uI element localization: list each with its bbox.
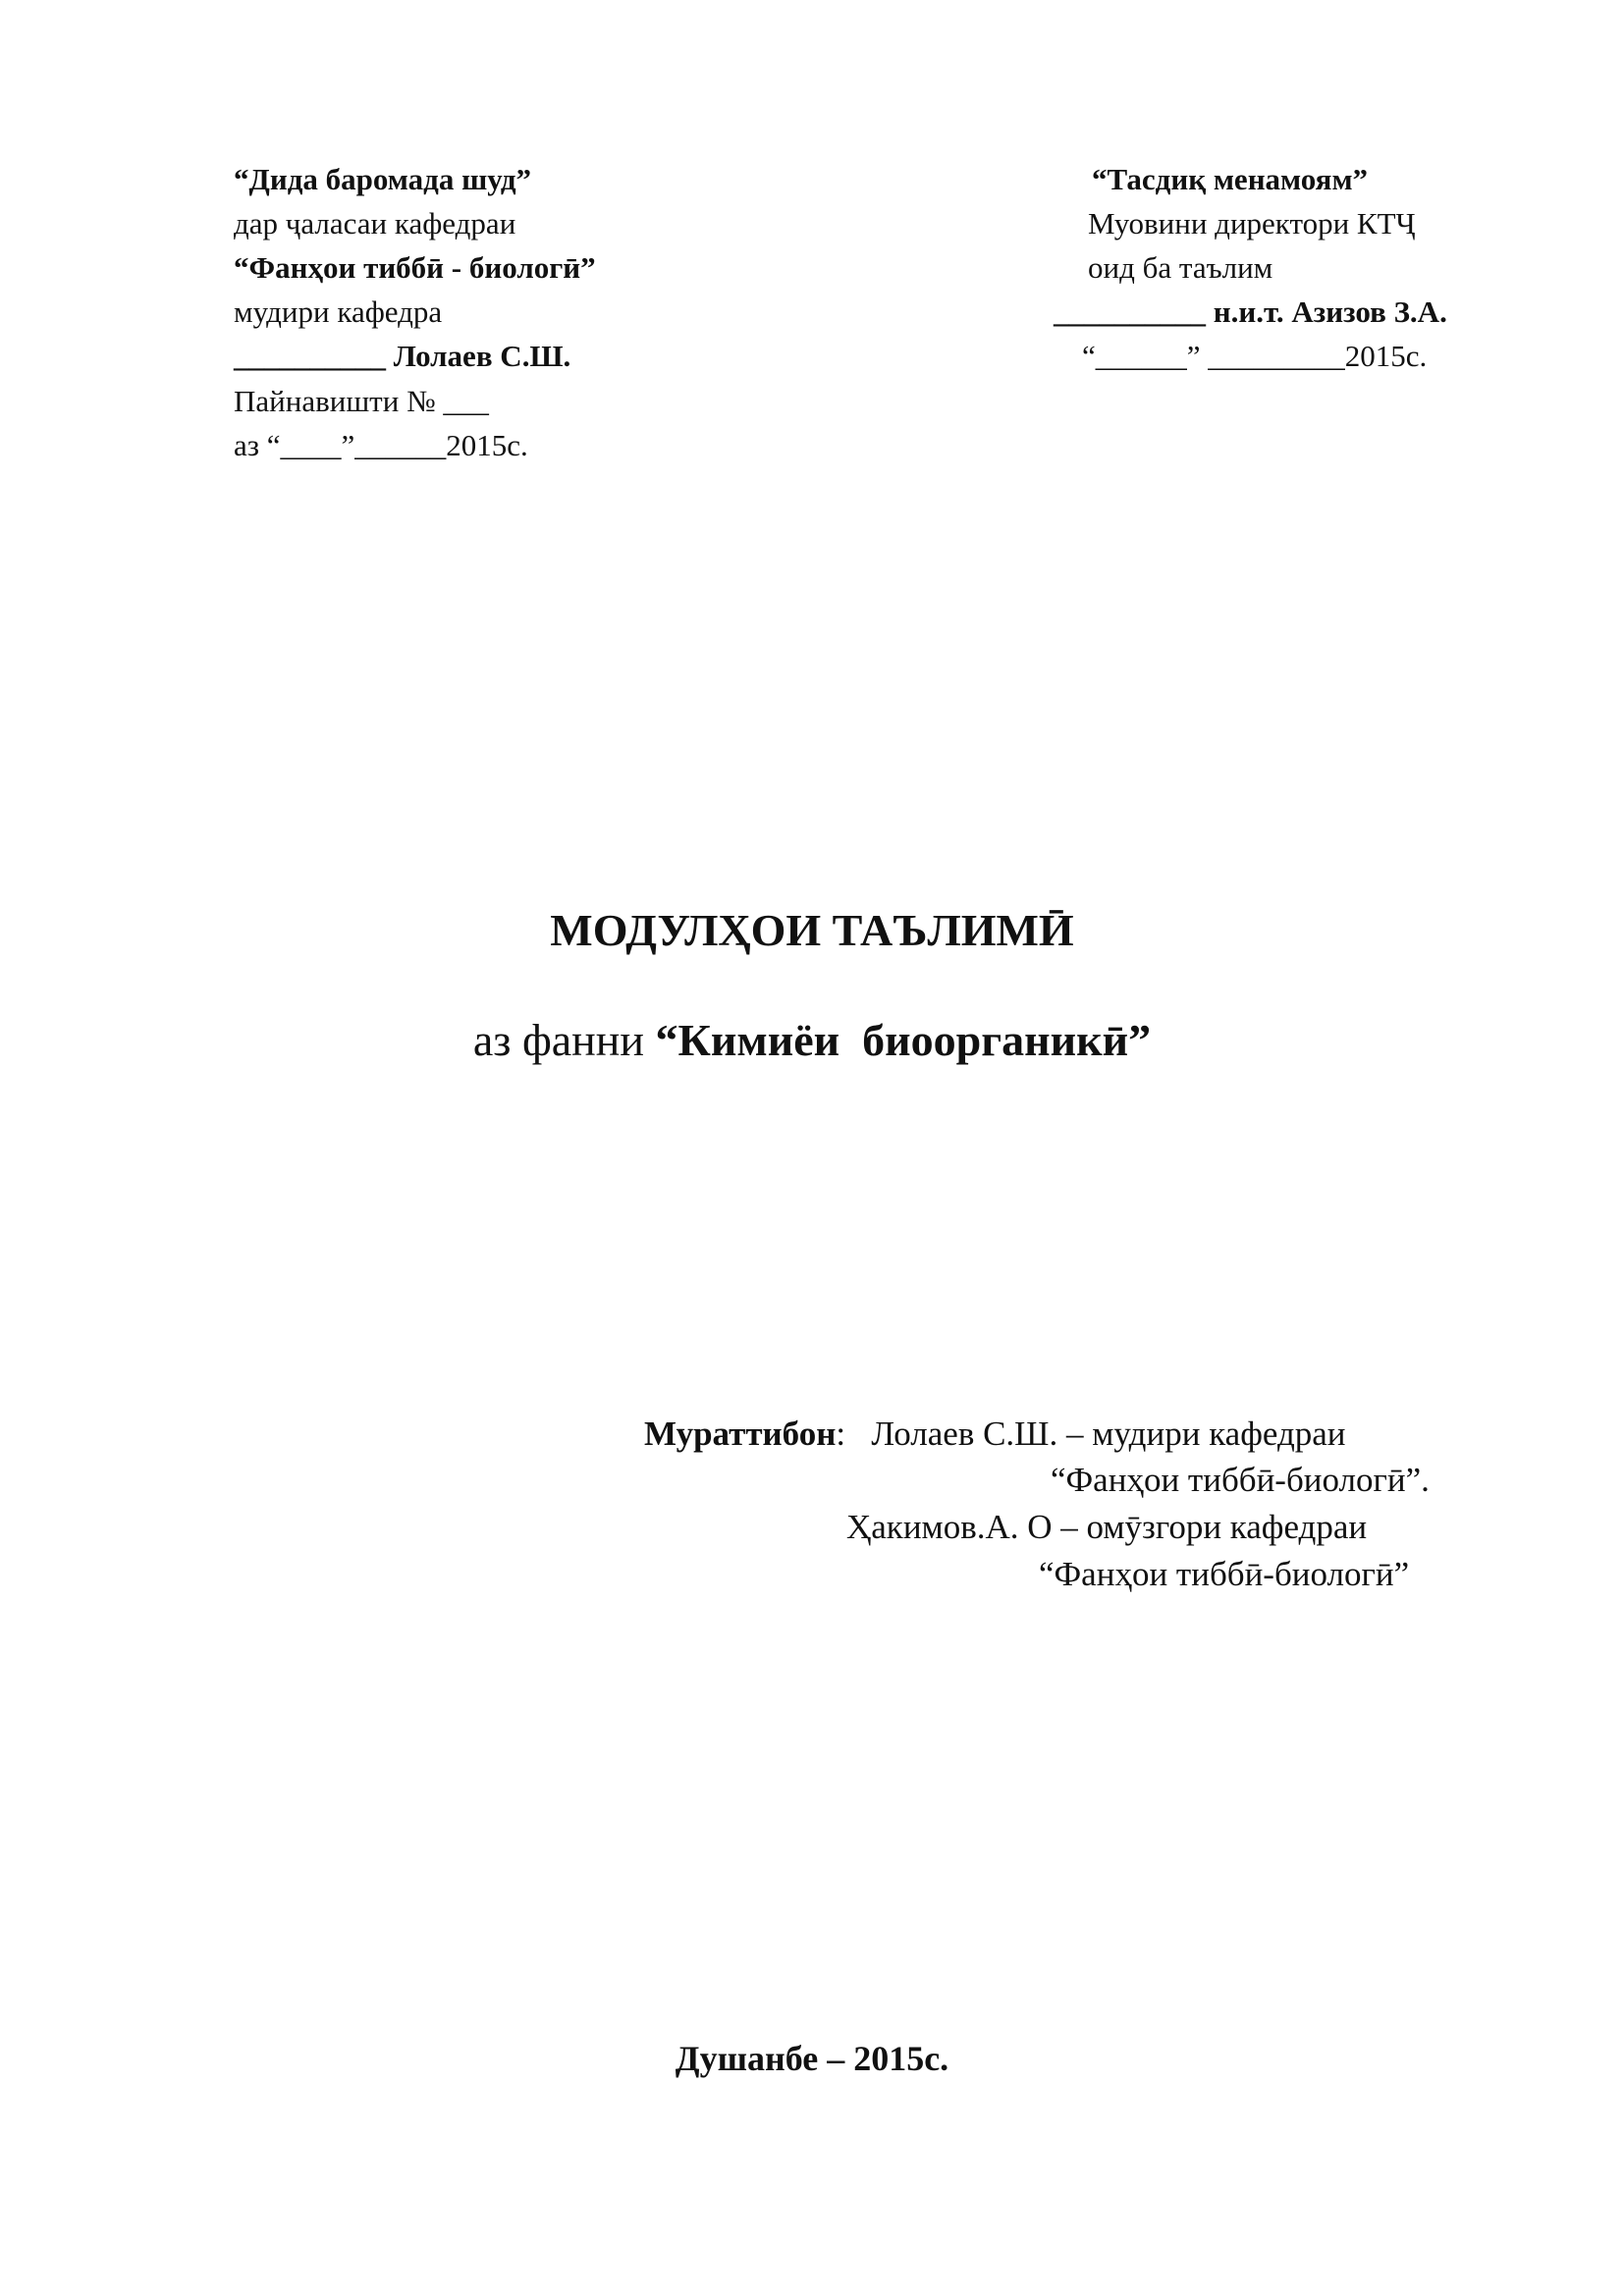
left-signature-line [234, 335, 570, 378]
right-position: Муовини директори КТҶ [1088, 206, 1416, 240]
compiler-line-1 [644, 1411, 1346, 1458]
right-position-scope: оид ба таълим [1088, 250, 1273, 285]
compiler-1: Лолаев С.Ш. – мудири кафедраи [871, 1415, 1346, 1453]
right-signature-line [1054, 291, 1447, 334]
city-year: Душанбе – 2015с. [675, 2039, 949, 2078]
subject-name: “Кимиёи биоорганикӣ” [655, 1015, 1152, 1065]
left-protocol-number: Пайнавишти № ___ [234, 384, 489, 418]
left-department: “Фанҳои тиббӣ - биологӣ” [234, 250, 596, 285]
compilers-colon: : [836, 1415, 846, 1453]
left-signature-blank: __________ [234, 339, 386, 373]
compilers-label: Мураттибон [644, 1415, 837, 1453]
right-signature-blank: __________ [1054, 294, 1206, 329]
document-title: МОДУЛҲОИ ТАЪЛИМӢ [550, 905, 1074, 955]
document-subtitle [0, 1011, 1624, 1070]
subtitle-prefix: аз фанни [472, 1015, 656, 1065]
left-protocol-date: аз “____”______2015с. [234, 428, 528, 462]
compiler-2-department: “Фанҳои тиббӣ-биологӣ” [1039, 1555, 1410, 1593]
left-signature-name: Лолаев С.Ш. [393, 339, 571, 373]
compiler-1-department: “Фанҳои тиббӣ-биологӣ”. [1051, 1461, 1430, 1499]
left-heading: “Дида баромада шуд” [234, 162, 532, 196]
right-heading: “Тасдиқ менамоям” [1092, 162, 1369, 196]
right-signature-name: н.и.т. Азизов З.А. [1213, 294, 1447, 329]
compiler-2: Ҳакимов.А. О – омӯзгори кафедраи [846, 1508, 1368, 1546]
left-head-title: мудири кафедра [234, 294, 443, 329]
right-approval-date: “______” _________2015с. [1082, 339, 1428, 373]
left-meeting: дар ҷаласаи кафедраи [234, 206, 516, 240]
